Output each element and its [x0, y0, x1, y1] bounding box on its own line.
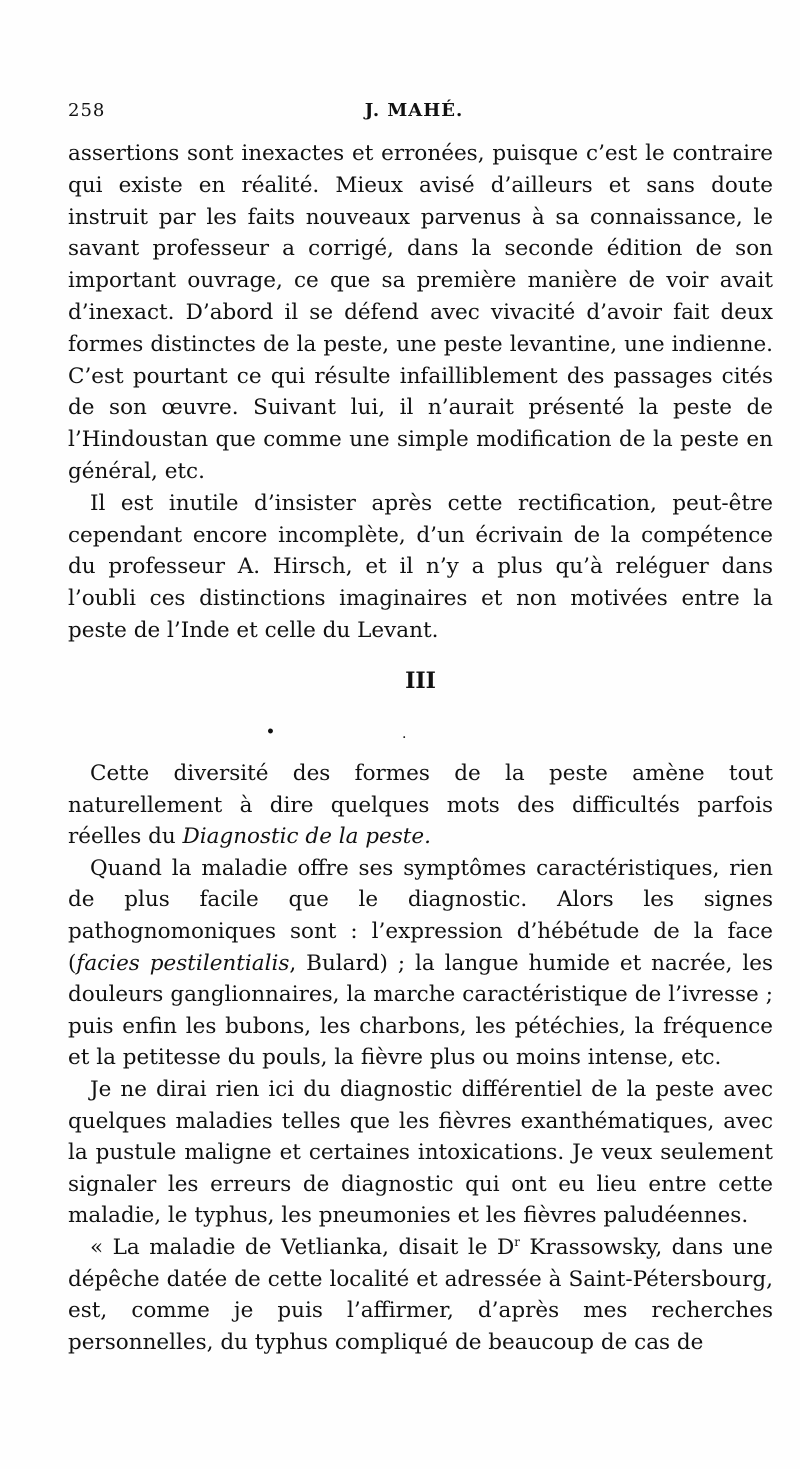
paragraph-text: , Bulard) ; la langue humide et nacrée, les douleurs ganglionnaires, la marche caractéristique de l’ivresse ; puis enfin les bubons, les charbons, les pétéchies, la fréquence et la petitesse du pouls, la fièvre plus ou moins intense, etc.	[68, 950, 774, 1071]
italic-term: facies pestilentialis	[76, 950, 290, 976]
paragraph-hirsch: Il est inutile d’insister après cette rectification, peut-être cependant encore incomplète, d’un écrivain de la compétence du professeur A. Hirsch, et il n’y a plus qu’à reléguer dans l’oubli ces distinctions imaginaires et non motivées entre la peste de l’Inde et celle du Levant.	[68, 490, 773, 643]
page-header	[68, 100, 760, 128]
text-block-top	[68, 138, 773, 647]
text-block-bottom	[68, 758, 773, 1358]
paragraph-text: Quand la maladie offre ses symptômes caractéristiques, rien de plus facile que le diagnostic. Alors les signes pathognomoniques sont : l’expression d’hébétude de la face (	[68, 855, 773, 976]
section-heading: III	[405, 668, 436, 694]
paragraph-diagnostic-intro	[68, 758, 773, 853]
running-head: J. MAHÉ.	[364, 100, 464, 121]
page-number: 258	[68, 100, 106, 121]
paragraph-continued: assertions sont inexactes et erronées, puisque c’est le contraire qui existe en réalité. Mieux avisé d’ailleurs et sans doute instruit par les faits nouveaux parvenus à sa connaissance, le savant professeur a corrigé, dans la seconde édition de son important ouvrage, ce que sa première manière de voir avait d’inexact. D’abord il se défend avec vivacité d’avoir fait deux formes distinctes de la peste, une peste levantine, une indienne. C’est pourtant ce qui résulte infailliblement des passages cités de son œuvre. Suivant lui, il n’aurait présenté la peste de l’Hindoustan que comme une simple modification de la peste en général, etc.	[68, 141, 773, 484]
superscript: r	[514, 1234, 520, 1249]
paragraph-symptoms	[68, 853, 773, 1074]
paragraph-text: « La maladie de Vetlianka, disait le D	[90, 1234, 515, 1260]
ornament-dot: •	[266, 724, 275, 740]
italic-term: Diagnostic de la peste.	[182, 824, 431, 850]
paragraph-differential: Je ne dirai rien ici du diagnostic différentiel de la peste avec quelques maladies telles que les fièvres exanthématiques, avec la pustule maligne et certaines intoxications. Je veux seulement signaler les erreurs de diagnostic qui ont eu lieu entre cette maladie, le typhus, les pneumonies et les fièvres paludéennes.	[68, 1076, 773, 1229]
paragraph-quote	[68, 1232, 773, 1358]
ornament-dot: ·	[402, 730, 407, 746]
paragraph-text: Krassowsky, dans une dépêche datée de cette localité et adressée à Saint-Pétersbourg, est, comme je puis l’affirmer, d’après mes recherches personnelles, du typhus compliqué de beaucoup de cas de	[68, 1234, 773, 1355]
paragraph-text: Cette diversité des formes de la peste amène tout naturellement à dire quelques mots des difficultés parfois réelles du	[68, 761, 773, 850]
ornament-dots	[68, 720, 773, 750]
